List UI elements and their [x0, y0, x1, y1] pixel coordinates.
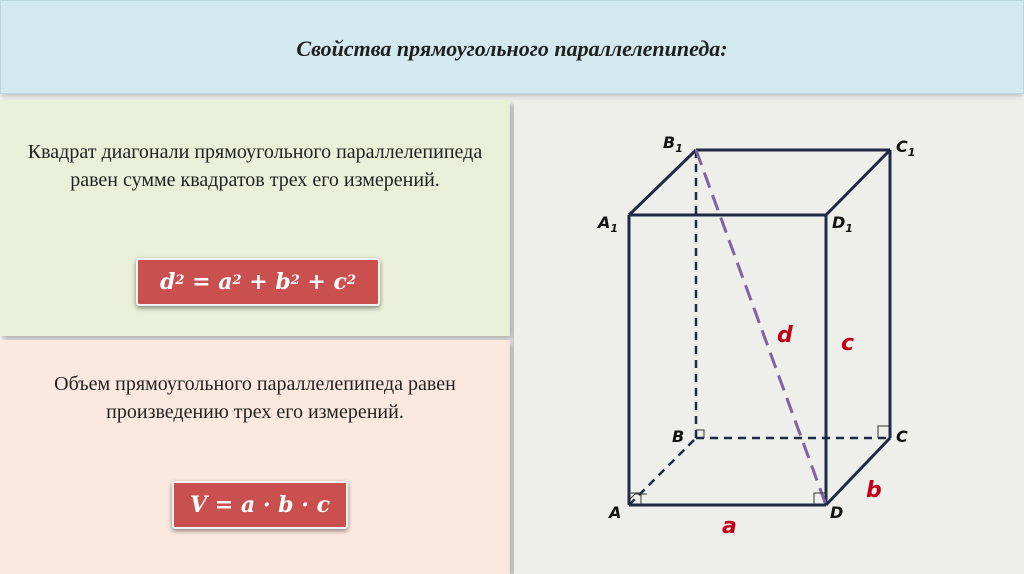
edge-d1-c1: [826, 150, 890, 215]
diagonal-d: [696, 150, 826, 505]
diagonal-formula: d $^2$ = a $^2$ + b $^2$ + c $^2$: [136, 258, 380, 306]
label-c1: $C_1$: [896, 137, 916, 159]
label-c: C: [896, 427, 908, 446]
label-b: B: [672, 427, 685, 446]
label-c-edge: c: [841, 331, 855, 356]
label-d1: $D_1$: [832, 213, 853, 235]
edge-a1-b1: [629, 150, 696, 215]
edge-a-b: [629, 438, 696, 505]
page-title: Свойства прямоугольного параллелепипеда:: [296, 36, 728, 61]
label-a: A: [609, 503, 622, 522]
volume-formula: V = a · b · c: [172, 481, 348, 529]
label-b-edge: b: [866, 478, 882, 503]
solid-edges: [629, 150, 890, 505]
label-d-diagonal: d: [777, 323, 793, 348]
diagonal-property-text: Квадрат диагонали прямоугольного параллелепипеда равен сумме квадратов трех его измерений.: [27, 141, 483, 191]
label-b1: $B_1$: [663, 133, 683, 155]
right-angle-mark-a2: [629, 494, 647, 500]
label-a-edge: a: [722, 514, 737, 539]
hidden-edges: [629, 150, 890, 505]
right-angle-mark-c: [878, 426, 890, 438]
label-d: D: [830, 503, 844, 522]
volume-property-text: Объем прямоугольного параллелепипеда равен произведению трех его измерений.: [54, 373, 456, 423]
edge-labels: [722, 323, 882, 539]
label-a1: $A_1$: [598, 213, 619, 235]
